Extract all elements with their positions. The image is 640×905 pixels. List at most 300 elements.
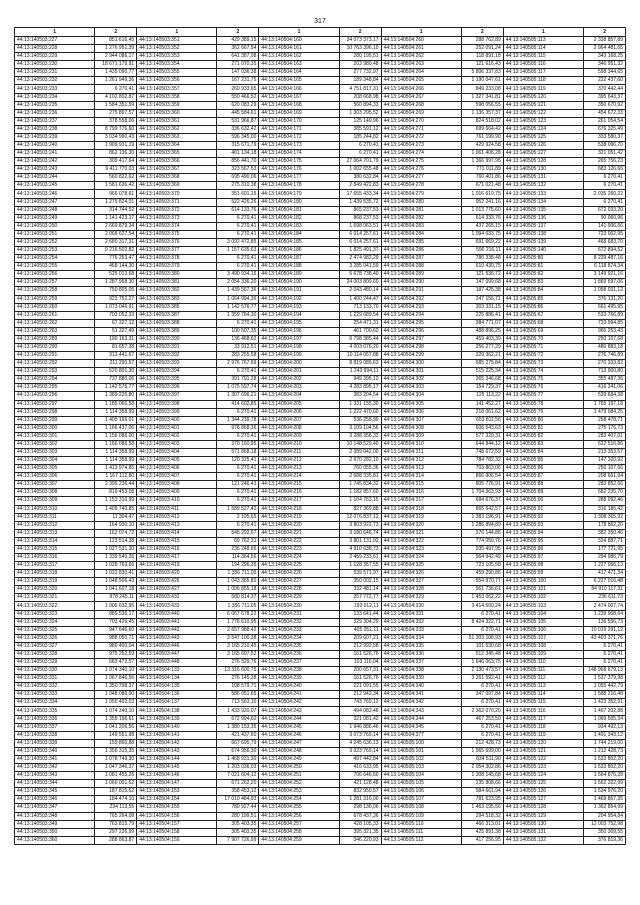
cadastral-number-cell: 44:13:140505:126 [503,142,583,150]
cadastral-number-cell: 44:13:140504:133 [137,667,217,675]
cadastral-value-cell: 7 907 726,99 [217,836,259,844]
column-header: 1 [259,28,339,37]
cadastral-value-cell: 313 441,67 [95,352,137,360]
cadastral-number-cell: 44:13:140504:258 [259,828,339,836]
cadastral-value-cell: 1 400 244,47 [339,295,381,303]
cadastral-value-cell: 1 534 976,20 [584,788,626,796]
cadastral-value-cell: 598 056,55 [461,101,503,109]
cadastral-value-cell: 824 518,02 [461,117,503,125]
cadastral-value-cell: 1 537 379,98 [584,675,626,683]
cadastral-value-cell: 260 933,65 [217,85,259,93]
cadastral-value-cell: 1 533 802,20 [584,764,626,772]
cadastral-value-cell: 323 567,53 [217,166,259,174]
cadastral-value-cell: 6 270,41 [217,432,259,440]
cadastral-number-cell: 44:13:140503:433 [137,602,217,610]
cadastral-value-cell: 536 258,99 [339,416,381,424]
cadastral-number-cell: 44:13:140505:135 [503,206,583,214]
cadastral-value-cell: 297 226,99 [95,828,137,836]
cadastral-number-cell: 44:13:140503:446 [137,642,217,650]
cadastral-number-cell: 44:13:140504:229 [259,594,339,602]
cadastral-number-cell: 44:13:140503:339 [15,739,95,747]
table-row [15,53,626,61]
cadastral-value-cell: 10 019 291,12 [584,626,626,634]
cadastral-value-cell: 6 270,41 [461,731,503,739]
cadastral-number-cell: 44:13:140505:71 [503,343,583,351]
cadastral-value-cell: 865 642,57 [461,505,503,513]
cadastral-value-cell: 212 428,73 [461,739,503,747]
cadastral-number-cell: 44:13:140504:234 [259,634,339,642]
cadastral-value-cell: 376 819,36 [584,836,626,844]
cadastral-value-cell: 1 203 036,03 [217,764,259,772]
table-row [15,198,626,206]
cadastral-value-cell: 1 562 322,99 [584,780,626,788]
cadastral-number-cell: 44:13:140504:197 [259,335,339,343]
table-row [15,335,626,343]
cadastral-value-cell: 208 668,98 [339,93,381,101]
cadastral-value-cell: 1 041 206,56 [95,723,137,731]
cadastral-number-cell: 44:13:140505:76 [503,384,583,392]
cadastral-number-cell: 44:13:140504:195 [259,319,339,327]
cadastral-value-cell: 161 526,76 [339,650,381,658]
cadastral-value-cell: 376 144,86 [461,529,503,537]
cadastral-value-cell: 1 058 031,12 [584,287,626,295]
cadastral-value-cell: 685 275,84 [461,360,503,368]
cadastral-value-cell: 417 256,95 [461,836,503,844]
cadastral-value-cell: 1 142 576,77 [217,303,259,311]
cadastral-number-cell: 44:13:140504:247 [259,739,339,747]
cadastral-value-cell: 1 356 711,05 [217,570,259,578]
cadastral-value-cell: 1 965 699,00 [461,747,503,755]
cadastral-number-cell: 44:13:140503:250 [15,222,95,230]
cadastral-value-cell: 1 013 775,60 [461,206,503,214]
cadastral-value-table [14,27,626,845]
cadastral-number-cell: 44:13:140505:123 [503,117,583,125]
cadastral-value-cell: 125 149,96 [339,117,381,125]
cadastral-value-cell: 384 771,07 [461,319,503,327]
cadastral-number-cell: 44:13:140503:322 [15,602,95,610]
cadastral-number-cell: 44:13:140504:216 [259,489,339,497]
cadastral-value-cell: 1 307 696,21 [217,392,259,400]
cadastral-value-cell: 598 344,65 [584,69,626,77]
cadastral-value-cell: 121 616,43 [461,61,503,69]
cadastral-number-cell: 44:13:140503:376 [137,238,217,246]
cadastral-number-cell: 44:13:140504:169 [259,109,339,117]
cadastral-number-cell: 44:13:140503:379 [137,263,217,271]
cadastral-number-cell: 44:13:140504:244 [259,715,339,723]
cadastral-number-cell: 44:13:140504:245 [259,723,339,731]
cadastral-number-cell: 44:13:140503:377 [137,247,217,255]
cadastral-number-cell: 44:13:140503:239 [15,133,95,141]
cadastral-number-cell: 44:13:140504:276 [381,166,461,174]
cadastral-value-cell: 671 021,48 [461,182,503,190]
cadastral-value-cell: 136 468,62 [217,335,259,343]
cadastral-number-cell: 44:13:140504:289 [381,271,461,279]
cadastral-number-cell: 44:13:140505:85 [503,457,583,465]
cadastral-number-cell: 44:13:140504:307 [381,416,461,424]
cadastral-value-cell: 329 362,21 [461,352,503,360]
cadastral-number-cell: 44:13:140504:157 [137,820,217,828]
cadastral-value-cell: 1 276 951,39 [95,45,137,53]
cadastral-number-cell: 44:13:140503:382 [137,287,217,295]
cadastral-number-cell: 44:13:140504:153 [137,788,217,796]
cadastral-number-cell: 44:13:140504:264 [381,69,461,77]
cadastral-value-cell: 1 157 635,63 [217,247,259,255]
cadastral-value-cell: 225 886,41 [461,311,503,319]
cadastral-value-cell: 343 168,25 [584,53,626,61]
cadastral-number-cell: 44:13:140503:311 [15,513,95,521]
cadastral-number-cell: 44:13:140503:415 [137,537,217,545]
cadastral-value-cell: 1 074 340,10 [95,667,137,675]
cadastral-number-cell: 44:13:140503:380 [137,271,217,279]
cadastral-value-cell: 522 426,26 [217,198,259,206]
table-row [15,610,626,618]
cadastral-number-cell: 44:13:140505:130 [503,820,583,828]
cadastral-number-cell: 44:13:140504:141 [137,731,217,739]
cadastral-number-cell: 44:13:140505:81 [503,424,583,432]
table-row [15,731,626,739]
cadastral-number-cell: 44:13:140505:112 [503,675,583,683]
cadastral-value-cell: 69 762,31 [217,537,259,545]
cadastral-number-cell: 44:13:140504:314 [381,473,461,481]
cadastral-number-cell: 44:13:140505:80 [503,416,583,424]
cadastral-number-cell: 44:13:140504:204 [259,392,339,400]
cadastral-value-cell: 43 403 371,76 [584,634,626,642]
cadastral-number-cell: 44:13:140504:142 [137,739,217,747]
cadastral-number-cell: 44:13:140505:118 [503,723,583,731]
cadastral-value-cell: 6 270,41 [461,610,503,618]
cadastral-number-cell: 44:13:140504:139 [137,715,217,723]
cadastral-value-cell: 164 930,10 [95,521,137,529]
table-row [15,440,626,448]
table-row [15,206,626,214]
cadastral-value-cell: 6 270,41 [584,650,626,658]
cadastral-number-cell: 44:13:140504:253 [259,788,339,796]
cadastral-value-cell: 6 014 257,61 [339,238,381,246]
cadastral-value-cell: 6 067 678,22 [217,610,259,618]
cadastral-value-cell: 703 052,33 [95,311,137,319]
cadastral-number-cell: 44:13:140504:344 [381,715,461,723]
cadastral-number-cell: 44:13:140505:100 [503,578,583,586]
cadastral-value-cell: 417 471,34 [584,570,626,578]
cadastral-number-cell: 44:13:140503:413 [137,521,217,529]
cadastral-value-cell: 1 469 867,35 [584,796,626,804]
cadastral-number-cell: 44:13:140503:259 [15,295,95,303]
cadastral-number-cell: 44:13:140504:190 [259,279,339,287]
cadastral-number-cell: 44:13:140505:72 [503,352,583,360]
cadastral-value-cell: 6 014 257,61 [339,230,381,238]
cadastral-number-cell: 44:13:140504:325 [381,562,461,570]
cadastral-value-cell: 560 822,62 [95,174,137,182]
cadastral-value-cell: 2 130 473,57 [461,667,503,675]
cadastral-number-cell: 44:13:140504:316 [381,489,461,497]
cadastral-value-cell: 1 287 958,30 [95,279,137,287]
cadastral-number-cell: 44:13:140504:340 [381,683,461,691]
cadastral-number-cell: 44:13:140503:427 [137,586,217,594]
cadastral-number-cell: 44:13:140503:411 [137,505,217,513]
cadastral-number-cell: 44:13:140504:155 [137,804,217,812]
cadastral-number-cell: 44:13:140503:346 [15,796,95,804]
cadastral-number-cell: 44:13:140503:336 [15,715,95,723]
cadastral-value-cell: 1 869 697,06 [584,279,626,287]
cadastral-number-cell: 44:13:140505:134 [503,198,583,206]
cadastral-value-cell: 1 589 527,42 [217,505,259,513]
cadastral-value-cell: 1 229 689,54 [339,311,381,319]
cadastral-value-cell: 554 970,77 [461,578,503,586]
table-row [15,505,626,513]
cadastral-number-cell: 44:13:140503:305 [15,465,95,473]
cadastral-number-cell: 44:13:140504:259 [259,836,339,844]
cadastral-value-cell: 9 216 502,82 [95,247,137,255]
cadastral-value-cell: 294 518,32 [461,812,503,820]
cadastral-value-cell: 748 672,59 [461,448,503,456]
column-header: 2 [95,28,137,37]
cadastral-number-cell: 44:13:140504:246 [259,731,339,739]
cadastral-value-cell: 161 526,76 [339,675,381,683]
cadastral-number-cell: 44:13:140503:410 [137,497,217,505]
table-row [15,497,626,505]
cadastral-value-cell: 34 073 373,17 [339,37,381,45]
cadastral-value-cell: 401 134,18 [217,150,259,158]
cadastral-number-cell: 44:13:140504:167 [259,93,339,101]
cadastral-value-cell: 90 060,96 [584,214,626,222]
cadastral-value-cell: 187 815,62 [95,788,137,796]
table-row [15,45,626,53]
cadastral-value-cell: 1 286 894,89 [461,521,503,529]
cadastral-value-cell: 781 623,95 [461,796,503,804]
cadastral-value-cell: 6 270,41 [217,263,259,271]
cadastral-number-cell: 44:13:140503:392 [137,352,217,360]
cadastral-number-cell: 44:13:140505:88 [503,481,583,489]
cadastral-value-cell: 520 801,30 [95,368,137,376]
cadastral-value-cell: 4 910 638,73 [339,545,381,553]
cadastral-number-cell: 44:13:140504:345 [381,723,461,731]
cadastral-number-cell: 44:13:140505:123 [503,764,583,772]
cadastral-number-cell: 44:13:140505:78 [503,400,583,408]
cadastral-value-cell: 303 331,15 [461,303,503,311]
cadastral-number-cell: 44:13:140503:363 [137,133,217,141]
cadastral-number-cell: 44:13:140503:367 [137,166,217,174]
cadastral-number-cell: 44:13:140505:139 [503,238,583,246]
cadastral-number-cell: 44:13:140505:106 [381,788,461,796]
cadastral-value-cell: 539 684,38 [584,392,626,400]
cadastral-value-cell: 159 860,88 [95,739,137,747]
cadastral-value-cell: 466 313,01 [461,820,503,828]
cadastral-value-cell: 699 664,42 [461,125,503,133]
cadastral-number-cell: 44:13:140503:447 [137,650,217,658]
cadastral-number-cell: 44:13:140503:231 [15,69,95,77]
cadastral-number-cell: 44:13:140503:261 [15,311,95,319]
table-row [15,368,626,376]
cadastral-number-cell: 44:13:140504:342 [381,699,461,707]
cadastral-number-cell: 44:13:140505:119 [503,85,583,93]
table-row [15,715,626,723]
cadastral-value-cell: 733 994,85 [584,319,626,327]
cadastral-value-cell: 6 270,41 [217,255,259,263]
cadastral-number-cell: 44:13:140503:441 [137,618,217,626]
cadastral-value-cell: 667 695,79 [217,739,259,747]
cadastral-number-cell: 44:13:140503:394 [137,368,217,376]
table-row [15,529,626,537]
cadastral-value-cell: 385 591,12 [339,125,381,133]
cadastral-number-cell: 44:13:140504:263 [381,61,461,69]
cadastral-number-cell: 44:13:140503:397 [137,392,217,400]
cadastral-value-cell: 428 105,33 [339,820,381,828]
table-row [15,238,626,246]
cadastral-value-cell: 250 107,68 [584,335,626,343]
cadastral-number-cell: 44:13:140503:321 [15,594,95,602]
table-row [15,473,626,481]
cadastral-value-cell: 17 010 484,93 [217,796,259,804]
cadastral-value-cell: 1 704 363,93 [461,489,503,497]
cadastral-number-cell: 44:13:140505:110 [503,659,583,667]
cadastral-value-cell: 676 325,49 [584,125,626,133]
table-row [15,513,626,521]
cadastral-number-cell: 44:13:140505:120 [503,739,583,747]
cadastral-number-cell: 44:13:140504:217 [259,497,339,505]
table-row [15,319,626,327]
table-row [15,384,626,392]
cadastral-number-cell: 44:13:140505:115 [503,699,583,707]
cadastral-value-cell: 177 721,95 [584,545,626,553]
cadastral-value-cell: 12 003 752,98 [584,820,626,828]
cadastral-number-cell: 44:13:140504:134 [137,675,217,683]
cadastral-number-cell: 44:13:140503:246 [15,190,95,198]
cadastral-value-cell: 2 688 335,81 [339,473,381,481]
cadastral-number-cell: 44:13:140504:164 [259,69,339,77]
cadastral-number-cell: 44:13:140504:176 [259,166,339,174]
cadastral-value-cell: 11 304,47 [95,513,137,521]
cadastral-value-cell: 314 744,52 [95,206,137,214]
cadastral-number-cell: 44:13:140504:320 [381,521,461,529]
cadastral-number-cell: 44:13:140504:154 [137,796,217,804]
cadastral-value-cell: 1 041 607,18 [95,586,137,594]
cadastral-number-cell: 44:13:140503:401 [137,424,217,432]
cadastral-number-cell: 44:13:140505:67 [503,311,583,319]
cadastral-value-cell: 865 237,53 [339,206,381,214]
cadastral-number-cell: 44:13:140505:68 [503,319,583,327]
cadastral-number-cell: 44:13:140503:296 [15,392,95,400]
cadastral-value-cell: 672 894,52 [584,247,626,255]
cadastral-number-cell: 44:13:140504:192 [259,295,339,303]
cadastral-value-cell: 136 556,73 [584,618,626,626]
cadastral-value-cell: 425 891,38 [461,828,503,836]
cadastral-value-cell: 1 114 358,99 [95,457,137,465]
cadastral-value-cell: 2 054 336,20 [217,279,259,287]
cadastral-value-cell: 391 791,28 [217,376,259,384]
cadastral-number-cell: 44:13:140504:306 [381,408,461,416]
cadastral-value-cell: 414 602,85 [217,400,259,408]
cadastral-number-cell: 44:13:140503:236 [15,109,95,117]
cadastral-number-cell: 44:13:140504:270 [381,117,461,125]
cadastral-value-cell: 978 245,11 [95,594,137,602]
cadastral-value-cell: 1 584 351,59 [95,101,137,109]
cadastral-number-cell: 44:13:140503:333 [15,691,95,699]
cadastral-value-cell: 889 536,17 [95,610,137,618]
cadastral-number-cell: 44:13:140505:83 [503,440,583,448]
cadastral-value-cell: 51 327,49 [95,327,137,335]
cadastral-number-cell: 44:13:140503:426 [137,578,217,586]
cadastral-number-cell: 44:13:140505:82 [503,432,583,440]
cadastral-value-cell: 703 426,45 [95,618,137,626]
cadastral-value-cell: 125 113,22 [461,392,503,400]
cadastral-value-cell: 358 453,12 [217,788,259,796]
cadastral-value-cell: 27 064 701,79 [339,158,381,166]
cadastral-number-cell: 44:13:140505:80 [503,255,583,263]
cadastral-number-cell: 44:13:140503:306 [15,473,95,481]
cadastral-number-cell: 44:13:140503:297 [15,400,95,408]
cadastral-number-cell: 44:13:140503:337 [15,723,95,731]
cadastral-number-cell: 44:13:140505:69 [503,327,583,335]
cadastral-number-cell: 44:13:140505:84 [503,287,583,295]
cadastral-number-cell: 44:13:140503:406 [137,465,217,473]
cadastral-number-cell: 44:13:140504:256 [259,812,339,820]
cadastral-value-cell: 3 149 921,16 [584,271,626,279]
cadastral-number-cell: 44:13:140504:315 [381,481,461,489]
cadastral-number-cell: 44:13:140503:408 [137,481,217,489]
cadastral-value-cell: 257 772,77 [339,594,381,602]
cadastral-value-cell: 2 459 233,61 [339,554,381,562]
cadastral-value-cell: 421 437,60 [217,731,259,739]
cadastral-value-cell: 1 308 145,68 [461,772,503,780]
cadastral-value-cell: 3 180 646,74 [339,529,381,537]
cadastral-value-cell: 8 229 487,16 [584,255,626,263]
cadastral-number-cell: 44:13:140504:212 [259,457,339,465]
cadastral-value-cell: 703 863,06 [461,465,503,473]
table-row [15,489,626,497]
cadastral-number-cell: 44:13:140505:93 [503,521,583,529]
cadastral-value-cell: 1 366 997,95 [461,158,503,166]
cadastral-number-cell: 44:13:140504:308 [381,424,461,432]
cadastral-value-cell: 3 073 769,14 [339,731,381,739]
cadastral-value-cell: 33 912,51 [217,343,259,351]
cadastral-number-cell: 44:13:140504:337 [381,659,461,667]
cadastral-value-cell: 1 016 610,75 [461,190,503,198]
cadastral-value-cell: 416 241,06 [584,384,626,392]
cadastral-value-cell: 1 104 763,15 [339,497,381,505]
cadastral-number-cell: 44:13:140504:140 [137,723,217,731]
cadastral-number-cell: 44:13:140505:102 [503,594,583,602]
cadastral-number-cell: 44:13:140503:247 [15,198,95,206]
cadastral-number-cell: 44:13:140504:230 [259,602,339,610]
cadastral-number-cell: 44:13:140505:74 [503,368,583,376]
cadastral-value-cell: 952 241,16 [461,198,503,206]
cadastral-number-cell: 44:13:140505:122 [503,755,583,763]
cadastral-value-cell: 539 571,97 [339,570,381,578]
table-row [15,295,626,303]
cadastral-value-cell: 965 253,43 [584,327,626,335]
cadastral-number-cell: 44:13:140503:256 [15,271,95,279]
cadastral-value-cell: 236 611,73 [584,594,626,602]
cadastral-number-cell: 44:13:140504:180 [259,198,339,206]
cadastral-number-cell: 44:13:140503:307 [15,481,95,489]
cadastral-number-cell: 44:13:140503:329 [15,659,95,667]
cadastral-value-cell: 141 452,27 [461,400,503,408]
cadastral-number-cell: 44:13:140503:326 [15,634,95,642]
cadastral-number-cell: 44:13:140504:302 [381,376,461,384]
cadastral-value-cell: 480 883,18 [584,343,626,351]
cadastral-number-cell: 44:13:140505:104 [503,610,583,618]
cadastral-number-cell: 44:13:140505:109 [503,650,583,658]
cadastral-number-cell: 44:13:140504:175 [259,158,339,166]
cadastral-value-cell: 525 013,68 [95,271,137,279]
cadastral-value-cell: 3 092 472,85 [217,238,259,246]
cadastral-number-cell: 44:13:140505:121 [503,101,583,109]
cadastral-value-cell: 1 479 084,25 [584,408,626,416]
column-header: 2 [584,28,626,37]
cadastral-value-cell: 2 849 422,83 [339,182,381,190]
cadastral-number-cell: 44:13:140503:368 [137,174,217,182]
cadastral-number-cell: 44:13:140503:361 [137,117,217,125]
